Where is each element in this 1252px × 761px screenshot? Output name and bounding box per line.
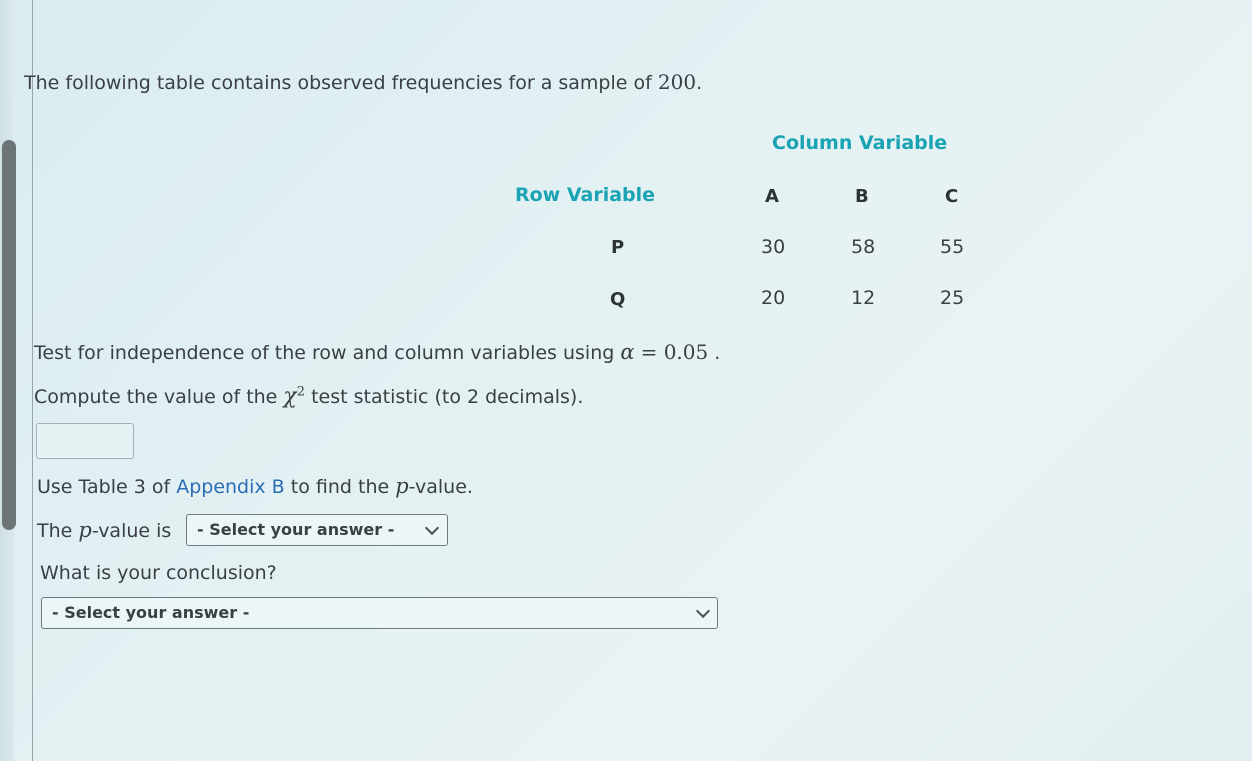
chevron-down-icon	[696, 604, 710, 618]
p-symbol-2: p	[78, 518, 92, 542]
compute-sentence-start: Compute the value of the	[34, 386, 278, 408]
conclusion-select-label: - Select your answer -	[52, 603, 250, 622]
row-label-q: Q	[610, 289, 626, 310]
chi-square-answer-input[interactable]	[36, 423, 134, 459]
pvalue-select[interactable]	[186, 514, 448, 546]
column-header-a: A	[765, 186, 779, 207]
row-variable-header: Row Variable	[515, 184, 656, 206]
chi-superscript: 2	[296, 384, 306, 400]
use-table-start: Use Table 3 of	[37, 476, 171, 498]
row-label-p: P	[611, 237, 625, 258]
intro-sentence: The following table contains observed frequencies for a sample of	[24, 72, 652, 94]
cell-q-c: 25	[940, 287, 965, 309]
use-table-mid: to find the	[290, 476, 390, 498]
pvalue-end: -value is	[91, 520, 172, 542]
alpha-value: = 0.05	[640, 340, 709, 364]
compute-text	[34, 384, 583, 409]
chevron-down-icon	[425, 521, 439, 535]
cell-q-a: 20	[761, 287, 786, 309]
p-symbol: p	[395, 474, 409, 498]
intro-text	[24, 70, 702, 94]
use-table-text	[37, 474, 473, 498]
column-header-b: B	[855, 186, 869, 207]
appendix-b-link[interactable]: Appendix B	[176, 476, 285, 498]
panel-divider	[32, 0, 33, 761]
cell-q-b: 12	[851, 287, 876, 309]
pvalue-start: The	[37, 520, 73, 542]
compute-sentence-end: test statistic (to 2 decimals).	[311, 386, 584, 408]
test-independence-text	[34, 340, 720, 364]
conclusion-select[interactable]	[41, 597, 718, 629]
sample-size: 200	[657, 70, 697, 94]
intro-period: .	[696, 72, 703, 94]
use-table-end: -value.	[408, 476, 473, 498]
alpha-symbol: α	[620, 340, 635, 364]
cell-p-b: 58	[851, 236, 876, 258]
test-sentence: Test for independence of the row and column variables using	[34, 342, 615, 364]
scrollbar-thumb[interactable]	[2, 140, 16, 530]
cell-p-a: 30	[761, 236, 786, 258]
chi-symbol: χ	[283, 384, 297, 409]
cell-p-c: 55	[940, 236, 965, 258]
column-header-c: C	[945, 186, 959, 207]
conclusion-question: What is your conclusion?	[40, 562, 277, 584]
column-variable-header: Column Variable	[772, 132, 948, 154]
test-period: .	[714, 342, 721, 364]
pvalue-text	[37, 518, 171, 542]
pvalue-select-label: - Select your answer -	[197, 520, 395, 539]
